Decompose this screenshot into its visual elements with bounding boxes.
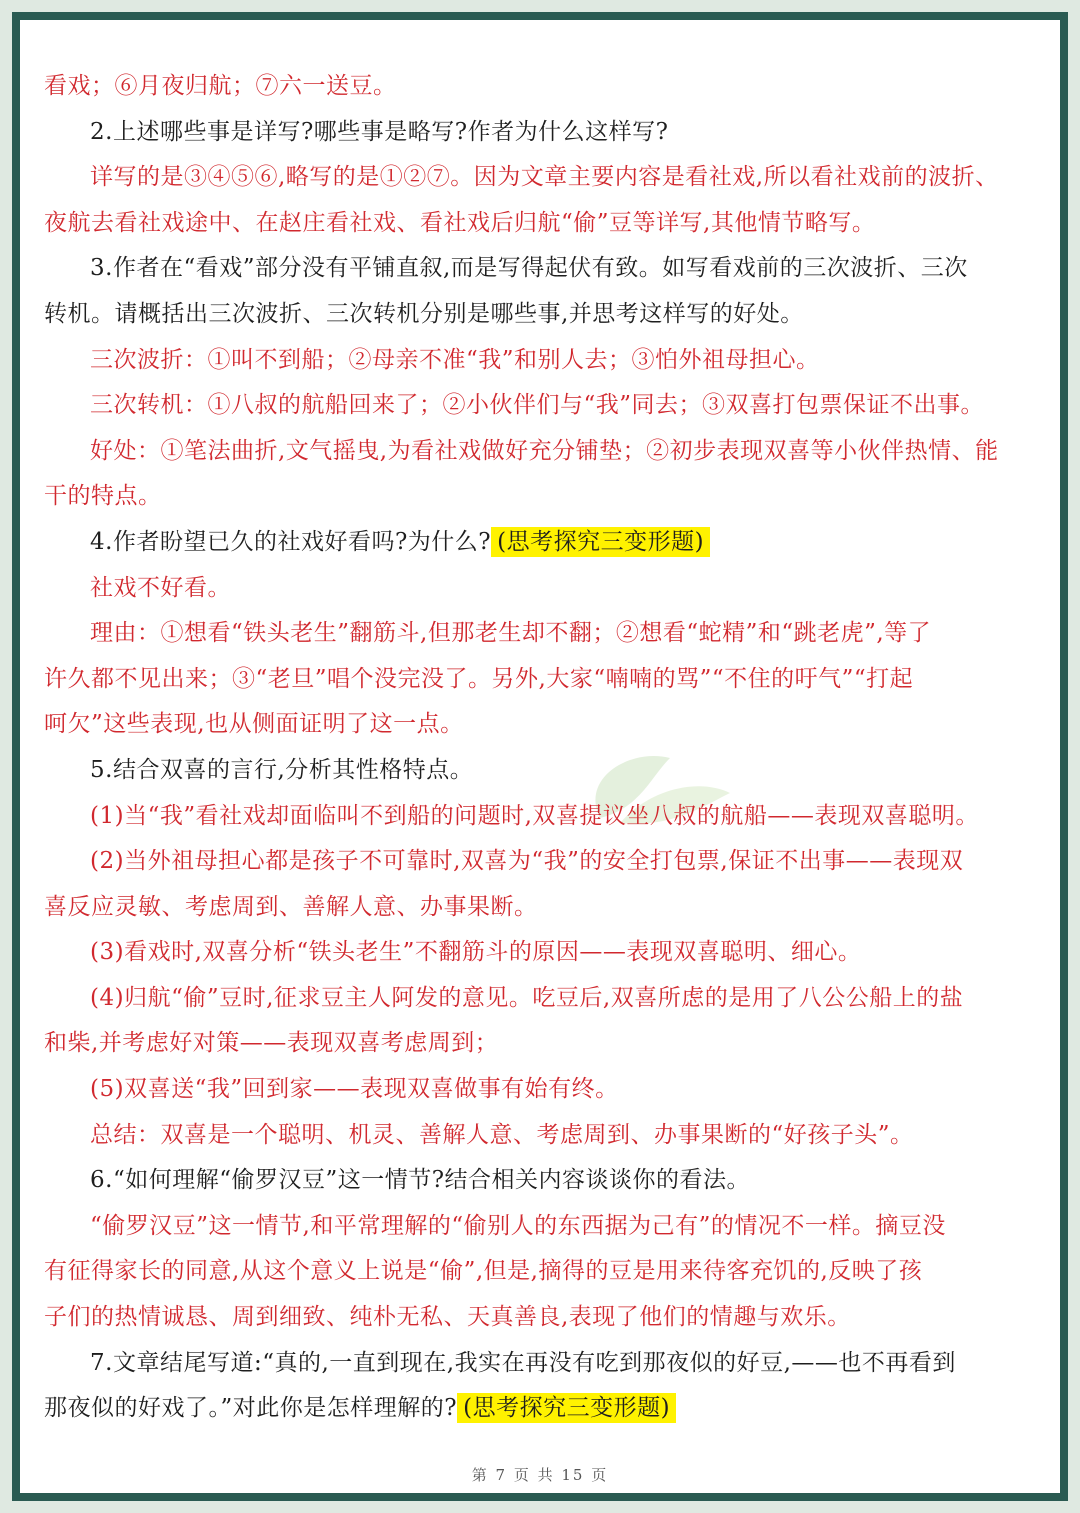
answer-line bbox=[44, 794, 1016, 840]
question-line bbox=[44, 520, 1016, 566]
line-text: (1)当“我”看社戏却面临叫不到船的问题时,双喜提议坐八叔的航船——表现双喜聪明。 bbox=[90, 802, 979, 829]
line-text: 总结：双喜是一个聪明、机灵、善解人意、考虑周到、办事果断的“好孩子头”。 bbox=[90, 1121, 914, 1148]
line-text: (3)看戏时,双喜分析“铁头老生”不翻筋斗的原因——表现双喜聪明、细心。 bbox=[90, 939, 862, 966]
highlight-tag: (思考探究三变形题) bbox=[491, 527, 710, 557]
answer-line bbox=[44, 1113, 1016, 1159]
line-text: (5)双喜送“我”回到家——表现双喜做事有始有终。 bbox=[90, 1076, 619, 1103]
line-text: 许久都不见出来；③“老旦”唱个没完没了。另外,大家“喃喃的骂”“不住的吁气”“打起 bbox=[44, 665, 914, 692]
line-text: 好处：①笔法曲折,文气摇曳,为看社戏做好充分铺垫；②初步表现双喜等小伙伴热情、能 bbox=[90, 437, 999, 464]
question-line bbox=[44, 1158, 1016, 1204]
answer-line bbox=[44, 1295, 1016, 1341]
answer-line bbox=[44, 201, 1016, 247]
document-body bbox=[44, 64, 1016, 1432]
line-text: 夜航去看社戏途中、在赵庄看社戏、看社戏后归航“偷”豆等详写,其他情节略写。 bbox=[44, 209, 876, 236]
answer-line bbox=[44, 885, 1016, 931]
answer-line bbox=[44, 383, 1016, 429]
answer-line bbox=[44, 474, 1016, 520]
line-text: 和柴,并考虑好对策——表现双喜考虑周到； bbox=[44, 1030, 499, 1057]
line-text: 7.文章结尾写道:“真的,一直到现在,我实在再没有吃到那夜似的好豆,——也不再看到 bbox=[90, 1349, 956, 1376]
line-text: 三次转机：①八叔的航船回来了；②小伙伴们与“我”同去；③双喜打包票保证不出事。 bbox=[90, 392, 985, 419]
line-text: 有征得家长的同意,从这个意义上说是“偷”,但是,摘得的豆是用来待客充饥的,反映了孩 bbox=[44, 1258, 923, 1285]
line-text: 详写的是③④⑤⑥,略写的是①②⑦。因为文章主要内容是看社戏,所以看社戏前的波折、 bbox=[90, 164, 999, 191]
line-text: 理由：①想看“铁头老生”翻筋斗,但那老生却不翻；②想看“蛇精”和“跳老虎”,等了 bbox=[90, 620, 932, 647]
line-text: 社戏不好看。 bbox=[90, 574, 231, 601]
answer-line bbox=[44, 657, 1016, 703]
answer-line bbox=[44, 702, 1016, 748]
line-text: (2)当外祖母担心都是孩子不可靠时,双喜为“我”的安全打包票,保证不出事——表现双 bbox=[90, 848, 964, 875]
line-text: 转机。请概括出三次波折、三次转机分别是哪些事,并思考这样写的好处。 bbox=[44, 300, 804, 327]
line-text: 子们的热情诚恳、周到细致、纯朴无私、天真善良,表现了他们的情趣与欢乐。 bbox=[44, 1304, 851, 1331]
line-text: 呵欠”这些表现,也从侧面证明了这一点。 bbox=[44, 711, 464, 738]
line-text: 干的特点。 bbox=[44, 483, 162, 510]
line-text: 3.作者在“看戏”部分没有平铺直叙,而是写得起伏有致。如写看戏前的三次波折、三次 bbox=[90, 255, 968, 282]
line-text: 三次波折：①叫不到船；②母亲不准“我”和别人去；③怕外祖母担心。 bbox=[90, 346, 820, 373]
answer-line bbox=[44, 611, 1016, 657]
line-text: 6.“如何理解“偷罗汉豆”这一情节?结合相关内容谈谈你的看法。 bbox=[90, 1167, 751, 1194]
answer-line bbox=[44, 1021, 1016, 1067]
line-text: 喜反应灵敏、考虑周到、善解人意、办事果断。 bbox=[44, 893, 538, 920]
answer-line bbox=[44, 976, 1016, 1022]
question-line bbox=[44, 748, 1016, 794]
page-footer: 第 7 页 共 15 页 bbox=[471, 1466, 609, 1484]
question-line bbox=[44, 110, 1016, 156]
line-text: 5.结合双喜的言行,分析其性格特点。 bbox=[90, 756, 474, 783]
question-line bbox=[44, 292, 1016, 338]
answer-line bbox=[44, 1067, 1016, 1113]
answer-line bbox=[44, 566, 1016, 612]
question-line bbox=[44, 1386, 1016, 1432]
answer-line bbox=[44, 1249, 1016, 1295]
line-text: “偷罗汉豆”这一情节,和平常理解的“偷别人的东西据为己有”的情况不一样。摘豆没 bbox=[90, 1212, 946, 1239]
line-text: 看戏；⑥月夜归航；⑦六一送豆。 bbox=[44, 73, 397, 99]
line-text: (4)归航“偷”豆时,征求豆主人阿发的意见。吃豆后,双喜所虑的是用了八公公船上的盐 bbox=[90, 984, 964, 1011]
line-text: 2.上述哪些事是详写?哪些事是略写?作者为什么这样写? bbox=[90, 118, 669, 145]
question-line bbox=[44, 246, 1016, 292]
answer-line bbox=[44, 64, 1016, 110]
line-text: 那夜似的好戏了。”对此你是怎样理解的? bbox=[44, 1395, 458, 1422]
answer-line bbox=[44, 338, 1016, 384]
answer-line bbox=[44, 155, 1016, 201]
answer-line bbox=[44, 930, 1016, 976]
answer-line bbox=[44, 839, 1016, 885]
question-line bbox=[44, 1341, 1016, 1387]
answer-line bbox=[44, 429, 1016, 475]
answer-line bbox=[44, 1204, 1016, 1250]
highlight-tag: (思考探究三变形题) bbox=[457, 1393, 676, 1423]
line-text: 4.作者盼望已久的社戏好看吗?为什么? bbox=[90, 528, 492, 555]
